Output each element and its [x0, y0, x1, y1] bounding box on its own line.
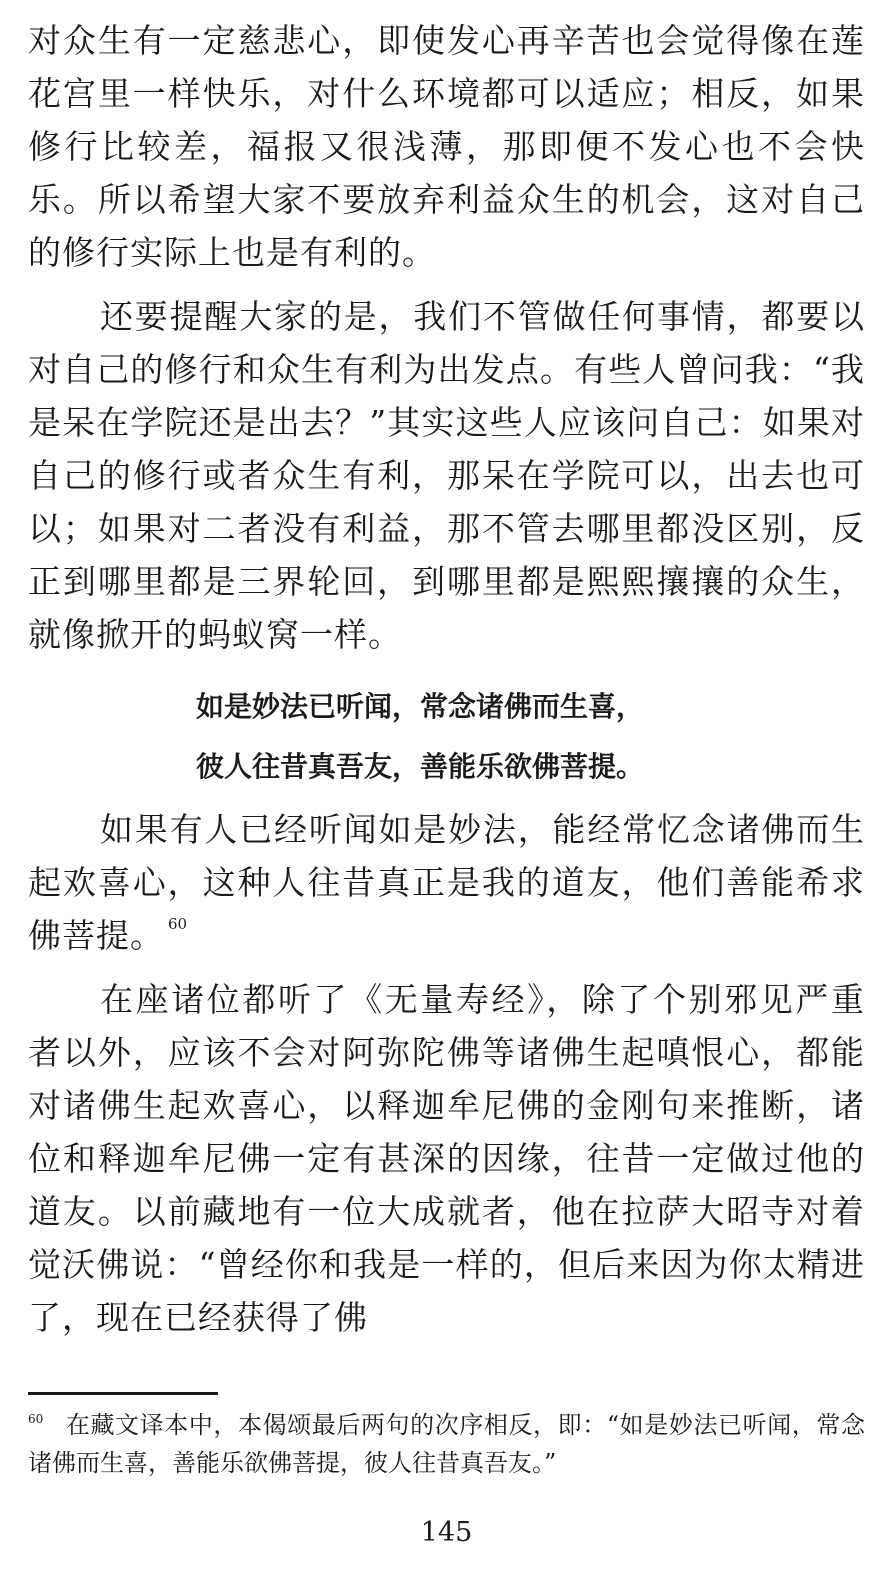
paragraph-2: 还要提醒大家的是，我们不管做任何事情，都要以对自己的修行和众生有利为出发点。有些人曾问我：“我是呆在学院还是出去？”其实这些人应该问自己：如果对自己的修行或者众生有利，那呆在学院可以，出去也可以；如果对二者没有利益，那不管去哪里都没区别，反正到哪里都是三界轮回，到哪里都是熙熙攘攘的众生，就像掀开的蚂蚁窝一样。 [28, 297, 865, 654]
footnote-mark: 60 [28, 1412, 44, 1426]
verse [28, 677, 865, 797]
paragraph-4: 在座诸位都听了《无量寿经》，除了个别邪见严重者以外，应该不会对阿弥陀佛等诸佛生起嗔恨心，都能对诸佛生起欢喜心，以释迦牟尼佛的金刚句来推断，诸位和释迦牟尼佛一定有甚深的因缘，往昔一定做过他的道友。以前藏地有一位大成就者，他在拉萨大昭寺对着觉沃佛说：“曾经你和我是一样的，但后来因为你太精进了，现在已经获得了佛 [28, 980, 865, 1337]
explanation-paragraph [28, 803, 865, 962]
main-text [28, 14, 865, 1344]
page-number: 145 [420, 1517, 473, 1548]
verse-line-1: 如是妙法已听闻，常念诸佛而生喜， [196, 690, 645, 723]
footnote-reference[interactable]: 60 [168, 915, 188, 933]
footnote-divider [28, 1392, 218, 1395]
explanation-text: 如果有人已经听闻如是妙法，能经常忆念诸佛而生起欢喜心，这种人往昔真正是我的道友，他们善能希求佛菩提。 [28, 810, 865, 955]
footnote [28, 1406, 865, 1482]
paragraph-1: 对众生有一定慈悲心，即使发心再辛苦也会觉得像在莲花宫里一样快乐，对什么环境都可以适应；相反，如果修行比较差，福报又很浅薄，那即便不发心也不会快乐。所以希望大家不要放弃利益众生的机会，这对自己的修行实际上也是有利的。 [28, 21, 865, 272]
verse-line-2: 彼人往昔真吾友，善能乐欲佛菩提。 [196, 750, 645, 783]
footnote-text: 在藏文译本中，本偈颂最后两句的次序相反，即：“如是妙法已听闻，常念诸佛而生喜，善能乐欲佛菩提，彼人往昔真吾友。” [28, 1411, 865, 1477]
